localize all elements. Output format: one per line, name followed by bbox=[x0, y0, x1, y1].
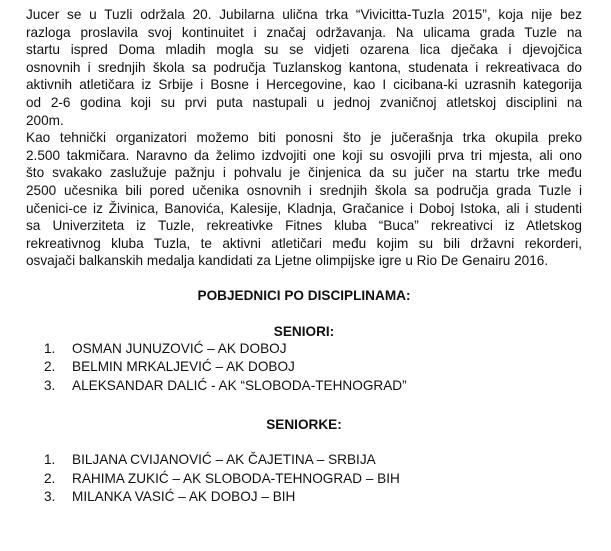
text-line: sa Univerziteta iz Tuzle, rekreativke Fitnes kluba “Buca” rekreativci iz Atletskog bbox=[26, 218, 582, 234]
list-item bbox=[26, 488, 582, 506]
text-line: od 2-6 godina koji su prvi puta nastupali u jednoj zvaničnoj atletskoj disciplini na bbox=[26, 94, 582, 110]
list-item bbox=[26, 451, 582, 469]
list-item bbox=[26, 358, 582, 376]
list-number: 3. bbox=[44, 377, 56, 393]
document-page bbox=[26, 6, 582, 506]
text-line: startu ispred Doma mladih mogla su se vidjeti ozarena lica dječaka i djevojčica bbox=[26, 42, 582, 58]
text-line: osvajači balkanskih medalja kandidati za Ljetne olimpijske igre u Rio De Genairu 2016. bbox=[26, 253, 549, 269]
list-number: 3. bbox=[44, 488, 56, 504]
winner-name: ALEKSANDAR DALIĆ - AK “SLOBODA-TEHNOGRAD” bbox=[72, 377, 407, 393]
text-line: Jucer se u Tuzli održala 20. Jubilarna ulična trka “Vivicitta-Tuzla 2015”, koja nije bez bbox=[26, 7, 582, 22]
text-line: što svakako zaslužuje pažnju i pohvalu je činjenica da su jučer na startu trke među bbox=[26, 165, 582, 181]
text-line: rekreativnog kluba Tuzla, te aktivni atletičari među kojim su bili državni rekorderi, bbox=[26, 235, 582, 251]
winner-name: MILANKA VASIĆ – AK DOBOJ – BIH bbox=[72, 488, 296, 504]
seniorke-list bbox=[26, 451, 582, 506]
list-number: 1. bbox=[44, 452, 56, 468]
text-line: 200m. bbox=[26, 112, 64, 128]
list-number: 1. bbox=[44, 340, 56, 356]
paragraph-organizers bbox=[26, 129, 582, 270]
list-item bbox=[26, 340, 582, 358]
list-item bbox=[26, 470, 582, 488]
list-item bbox=[26, 377, 582, 395]
text-line: učenici-ce iz Živinica, Banovića, Kalesije, Kladnja, Gračanice i Doboj Istoka, ali i studenti bbox=[26, 200, 582, 216]
text-line: razloga proslavila svoj kontinuitet i značaj održavanja. Na ulicama grada Tuzle na bbox=[26, 24, 582, 40]
winner-name: RAHIMA ZUKIĆ – AK SLOBODA-TEHNOGRAD – BIH bbox=[72, 470, 400, 486]
text-line: Kao tehnički organizatori možemo biti ponosni što je jučerašnja trka okupila preko bbox=[26, 130, 582, 146]
paragraph-intro bbox=[26, 6, 582, 129]
seniors-list bbox=[26, 340, 582, 395]
winner-name: OSMAN JUNUZOVIĆ – AK DOBOJ bbox=[72, 340, 287, 356]
winners-heading: POBJEDNICI PO DISCIPLINAMA: bbox=[197, 287, 411, 303]
text-line: aktivnih atletičara iz Srbije i Bosne i Hercegovine, kao I cicibana-ki uzrasnih kategorija bbox=[26, 77, 582, 93]
text-line: 2500 učesnika bili pored učenika osnovnih i srednjih škola sa područja grada Tuzle i bbox=[26, 182, 582, 198]
seniorke-heading: SENIORKE: bbox=[266, 417, 342, 433]
seniors-heading: SENIORI: bbox=[273, 323, 335, 339]
list-number: 2. bbox=[44, 470, 56, 486]
text-line: 2.500 takmičara. Naravno da želimo izdvojiti one koji su osvojili prva tri mjesta, ali ono bbox=[26, 147, 582, 163]
winner-name: BELMIN MRKALJEVIĆ – AK DOBOJ bbox=[72, 359, 295, 375]
list-number: 2. bbox=[44, 359, 56, 375]
winner-name: BILJANA CVIJANOVIĆ – AK ČAJETINA – SRBIJA bbox=[72, 452, 376, 468]
text-line: osnovnih i srednjih škola sa područja Tuzlanskog kantona, studenata i rekreativaca do bbox=[26, 59, 582, 75]
